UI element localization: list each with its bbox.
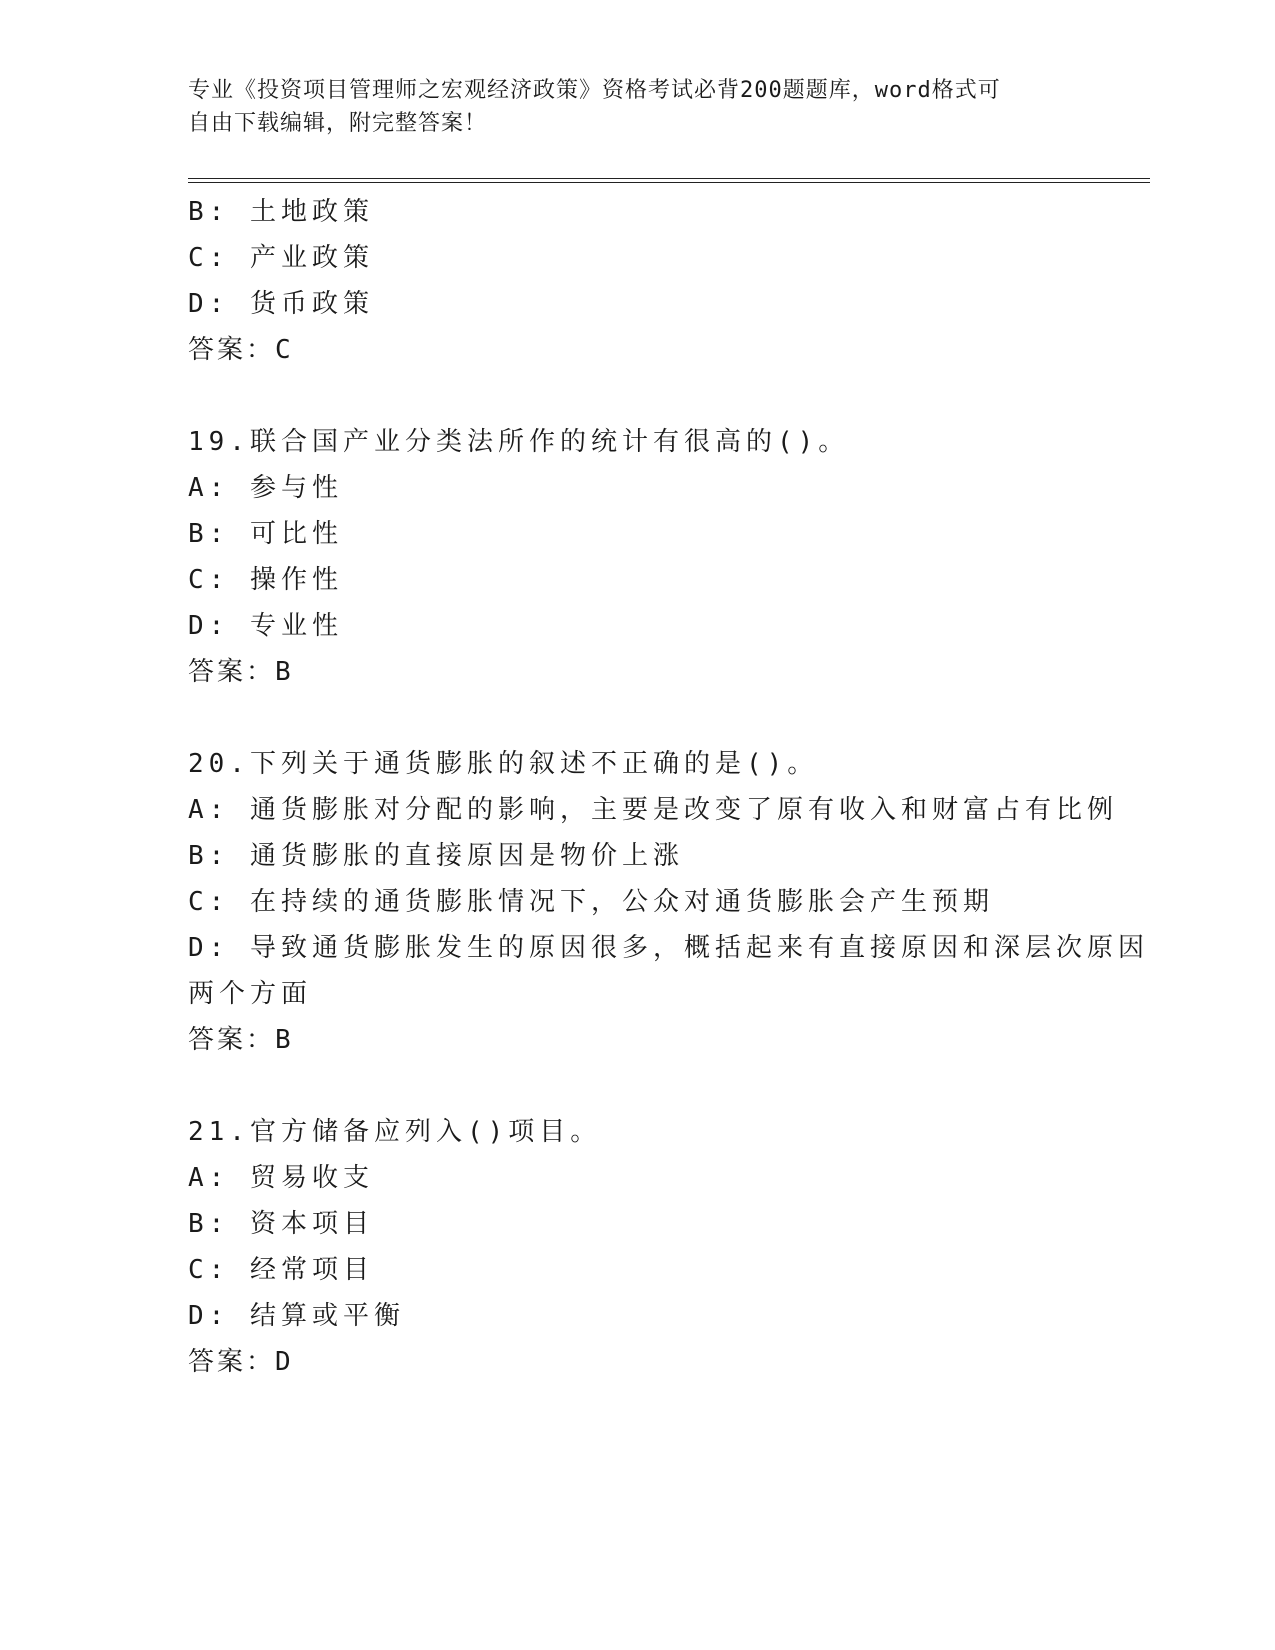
answer-value: B bbox=[275, 657, 293, 687]
question-text: 21.官方储备应列入()项目。 bbox=[188, 1117, 602, 1147]
spacer bbox=[188, 373, 1088, 419]
header-line-2: 自由下载编辑，附完整答案！ bbox=[188, 111, 488, 136]
answer-value: C bbox=[275, 335, 293, 365]
answer-label: 答案： bbox=[188, 1025, 276, 1055]
answer-label: 答案： bbox=[188, 335, 276, 365]
option-c: C: 产业政策 bbox=[188, 243, 374, 273]
answer-line bbox=[188, 649, 1088, 695]
option-d-line-2: 两个方面 bbox=[188, 979, 313, 1009]
option-b: B: 土地政策 bbox=[188, 197, 374, 227]
spacer bbox=[188, 1063, 1088, 1109]
option-d: D: 货币政策 bbox=[188, 289, 374, 319]
question-block-19 bbox=[188, 419, 1088, 695]
option-c: C: 在持续的通货膨胀情况下，公众对通货膨胀会产生预期 bbox=[188, 887, 994, 917]
option-d: D: 专业性 bbox=[188, 611, 343, 641]
option-a: A: 参与性 bbox=[188, 473, 343, 503]
option-c: C: 经常项目 bbox=[188, 1255, 374, 1285]
question-block-20 bbox=[188, 741, 1149, 1063]
option-c: C: 操作性 bbox=[188, 565, 343, 595]
option-b: B: 资本项目 bbox=[188, 1209, 374, 1239]
answer-value: B bbox=[275, 1025, 293, 1055]
answer-line bbox=[188, 1339, 1088, 1385]
answer-line bbox=[188, 327, 1088, 373]
answer-line bbox=[188, 1017, 1088, 1063]
question-list bbox=[188, 189, 1149, 1385]
header-divider-top bbox=[188, 178, 1150, 179]
document-header bbox=[188, 74, 1068, 140]
option-d-line-1: D: 导致通货膨胀发生的原因很多，概括起来有直接原因和深层次原因 bbox=[188, 933, 1149, 963]
answer-label: 答案： bbox=[188, 657, 276, 687]
option-a: A: 通货膨胀对分配的影响，主要是改变了原有收入和财富占有比例 bbox=[188, 795, 1118, 825]
question-block-18 bbox=[188, 189, 1088, 373]
header-divider-bottom bbox=[188, 182, 1150, 183]
question-text: 20.下列关于通货膨胀的叙述不正确的是()。 bbox=[188, 749, 819, 779]
answer-value: D bbox=[275, 1347, 293, 1377]
question-text: 19.联合国产业分类法所作的统计有很高的()。 bbox=[188, 427, 850, 457]
question-block-21 bbox=[188, 1109, 1088, 1385]
option-a: A: 贸易收支 bbox=[188, 1163, 374, 1193]
option-b: B: 可比性 bbox=[188, 519, 343, 549]
option-b: B: 通货膨胀的直接原因是物价上涨 bbox=[188, 841, 684, 871]
header-line-1: 专业《投资项目管理师之宏观经济政策》资格考试必背200题题库，word格式可 bbox=[188, 78, 1001, 103]
option-d: D: 结算或平衡 bbox=[188, 1301, 405, 1331]
spacer bbox=[188, 695, 1088, 741]
answer-label: 答案： bbox=[188, 1347, 276, 1377]
